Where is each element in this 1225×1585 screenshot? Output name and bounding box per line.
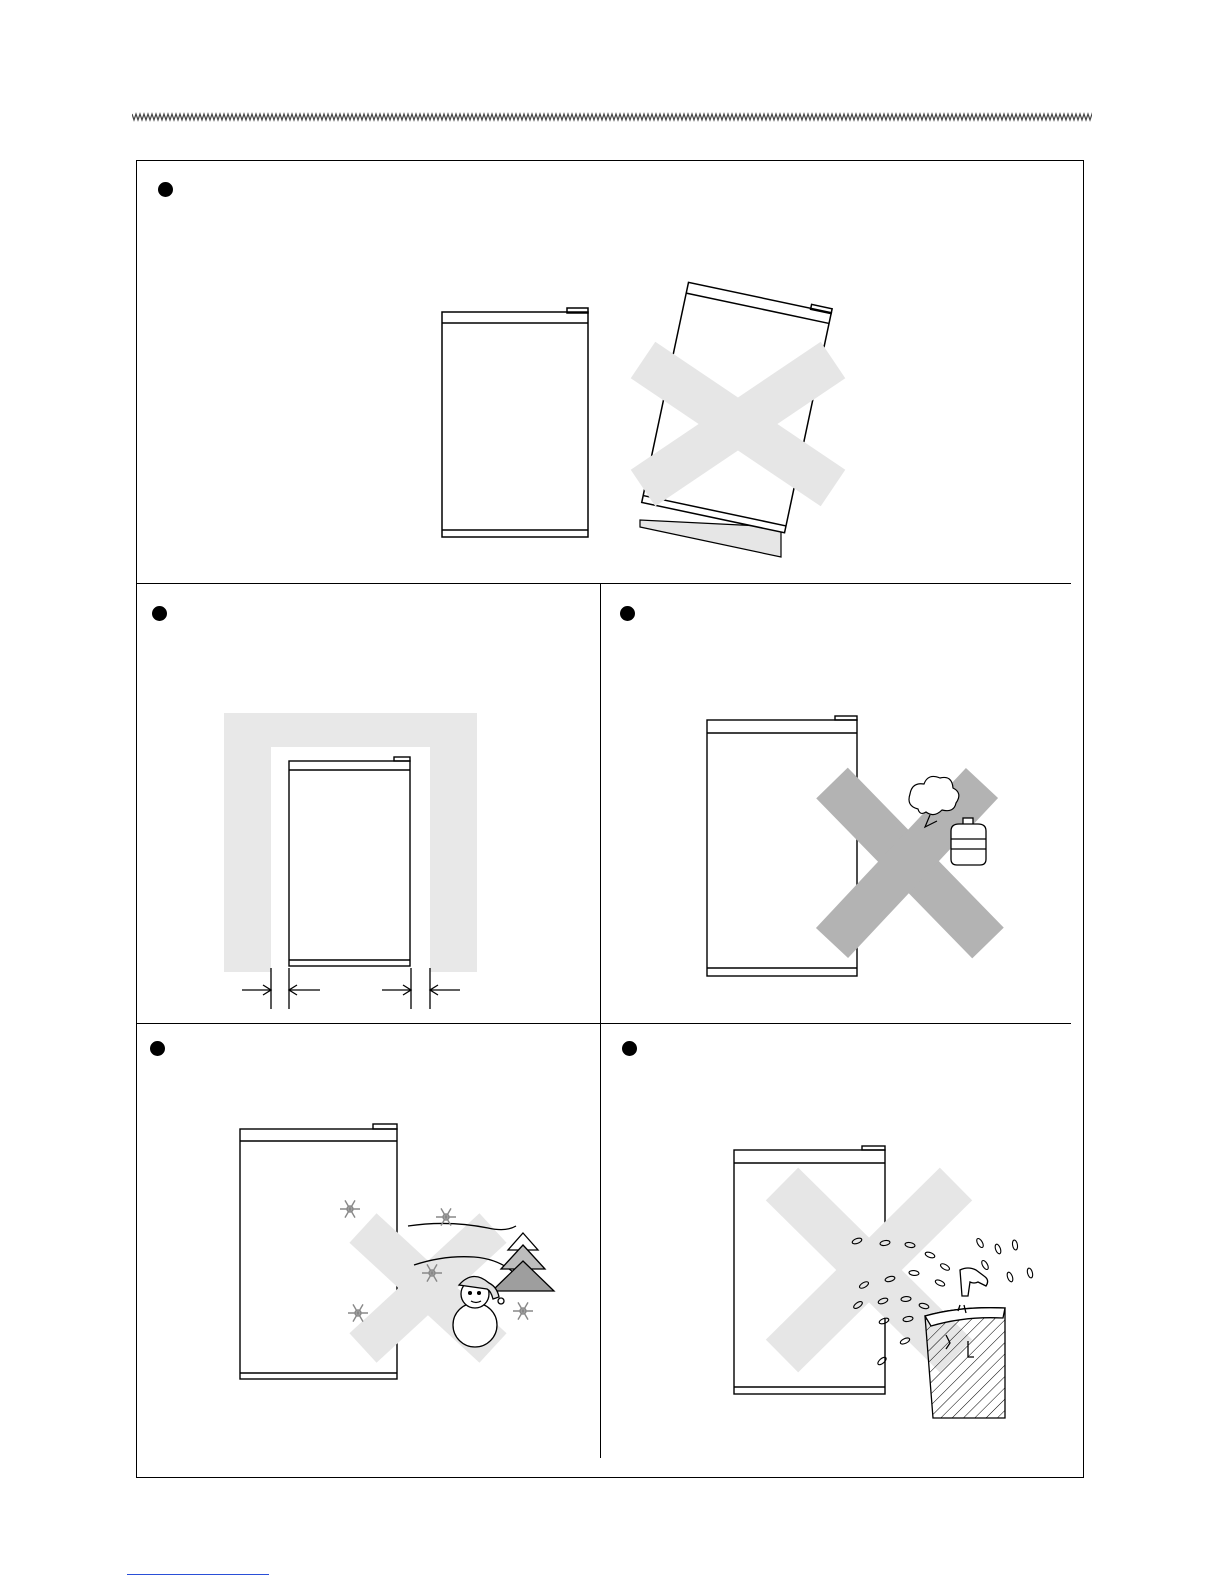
panel-clearance-space xyxy=(136,583,600,1023)
water-drop xyxy=(939,1262,950,1271)
snowflake-icon xyxy=(136,1023,600,1461)
water-drop xyxy=(1012,1240,1018,1251)
water-drop xyxy=(880,1240,891,1246)
water-drop xyxy=(853,1300,864,1310)
panel-avoid-water xyxy=(600,1023,1071,1461)
water-drop xyxy=(851,1237,862,1245)
gap-arrows-icon xyxy=(136,583,600,1023)
panel-away-from-heat xyxy=(600,583,1071,1023)
water-drop xyxy=(903,1316,914,1322)
panel-level-surface xyxy=(136,160,1084,583)
water-drop xyxy=(905,1242,916,1248)
water-drop xyxy=(909,1270,919,1276)
water-drop xyxy=(919,1302,930,1309)
footer-link-underline[interactable] xyxy=(127,1574,269,1575)
panel-avoid-cold-place xyxy=(136,1023,600,1461)
water-drop xyxy=(885,1275,896,1282)
water-drop xyxy=(858,1280,869,1289)
water-drop xyxy=(975,1237,984,1248)
zigzag-header-rule xyxy=(132,111,1092,123)
cross-mark-icon xyxy=(136,160,1084,583)
water-drop xyxy=(994,1243,1002,1254)
water-drop xyxy=(899,1337,910,1346)
water-drop xyxy=(924,1251,935,1259)
water-drop xyxy=(877,1297,888,1305)
water-drop xyxy=(1026,1268,1033,1279)
water-drop xyxy=(901,1296,911,1302)
kettle-icon xyxy=(600,583,1071,1023)
water-drop xyxy=(980,1259,989,1270)
water-drop xyxy=(934,1279,945,1288)
water-drop xyxy=(878,1317,889,1325)
water-drop xyxy=(877,1356,888,1366)
water-drop xyxy=(1006,1271,1014,1282)
water-drops-icon xyxy=(600,1023,1071,1461)
